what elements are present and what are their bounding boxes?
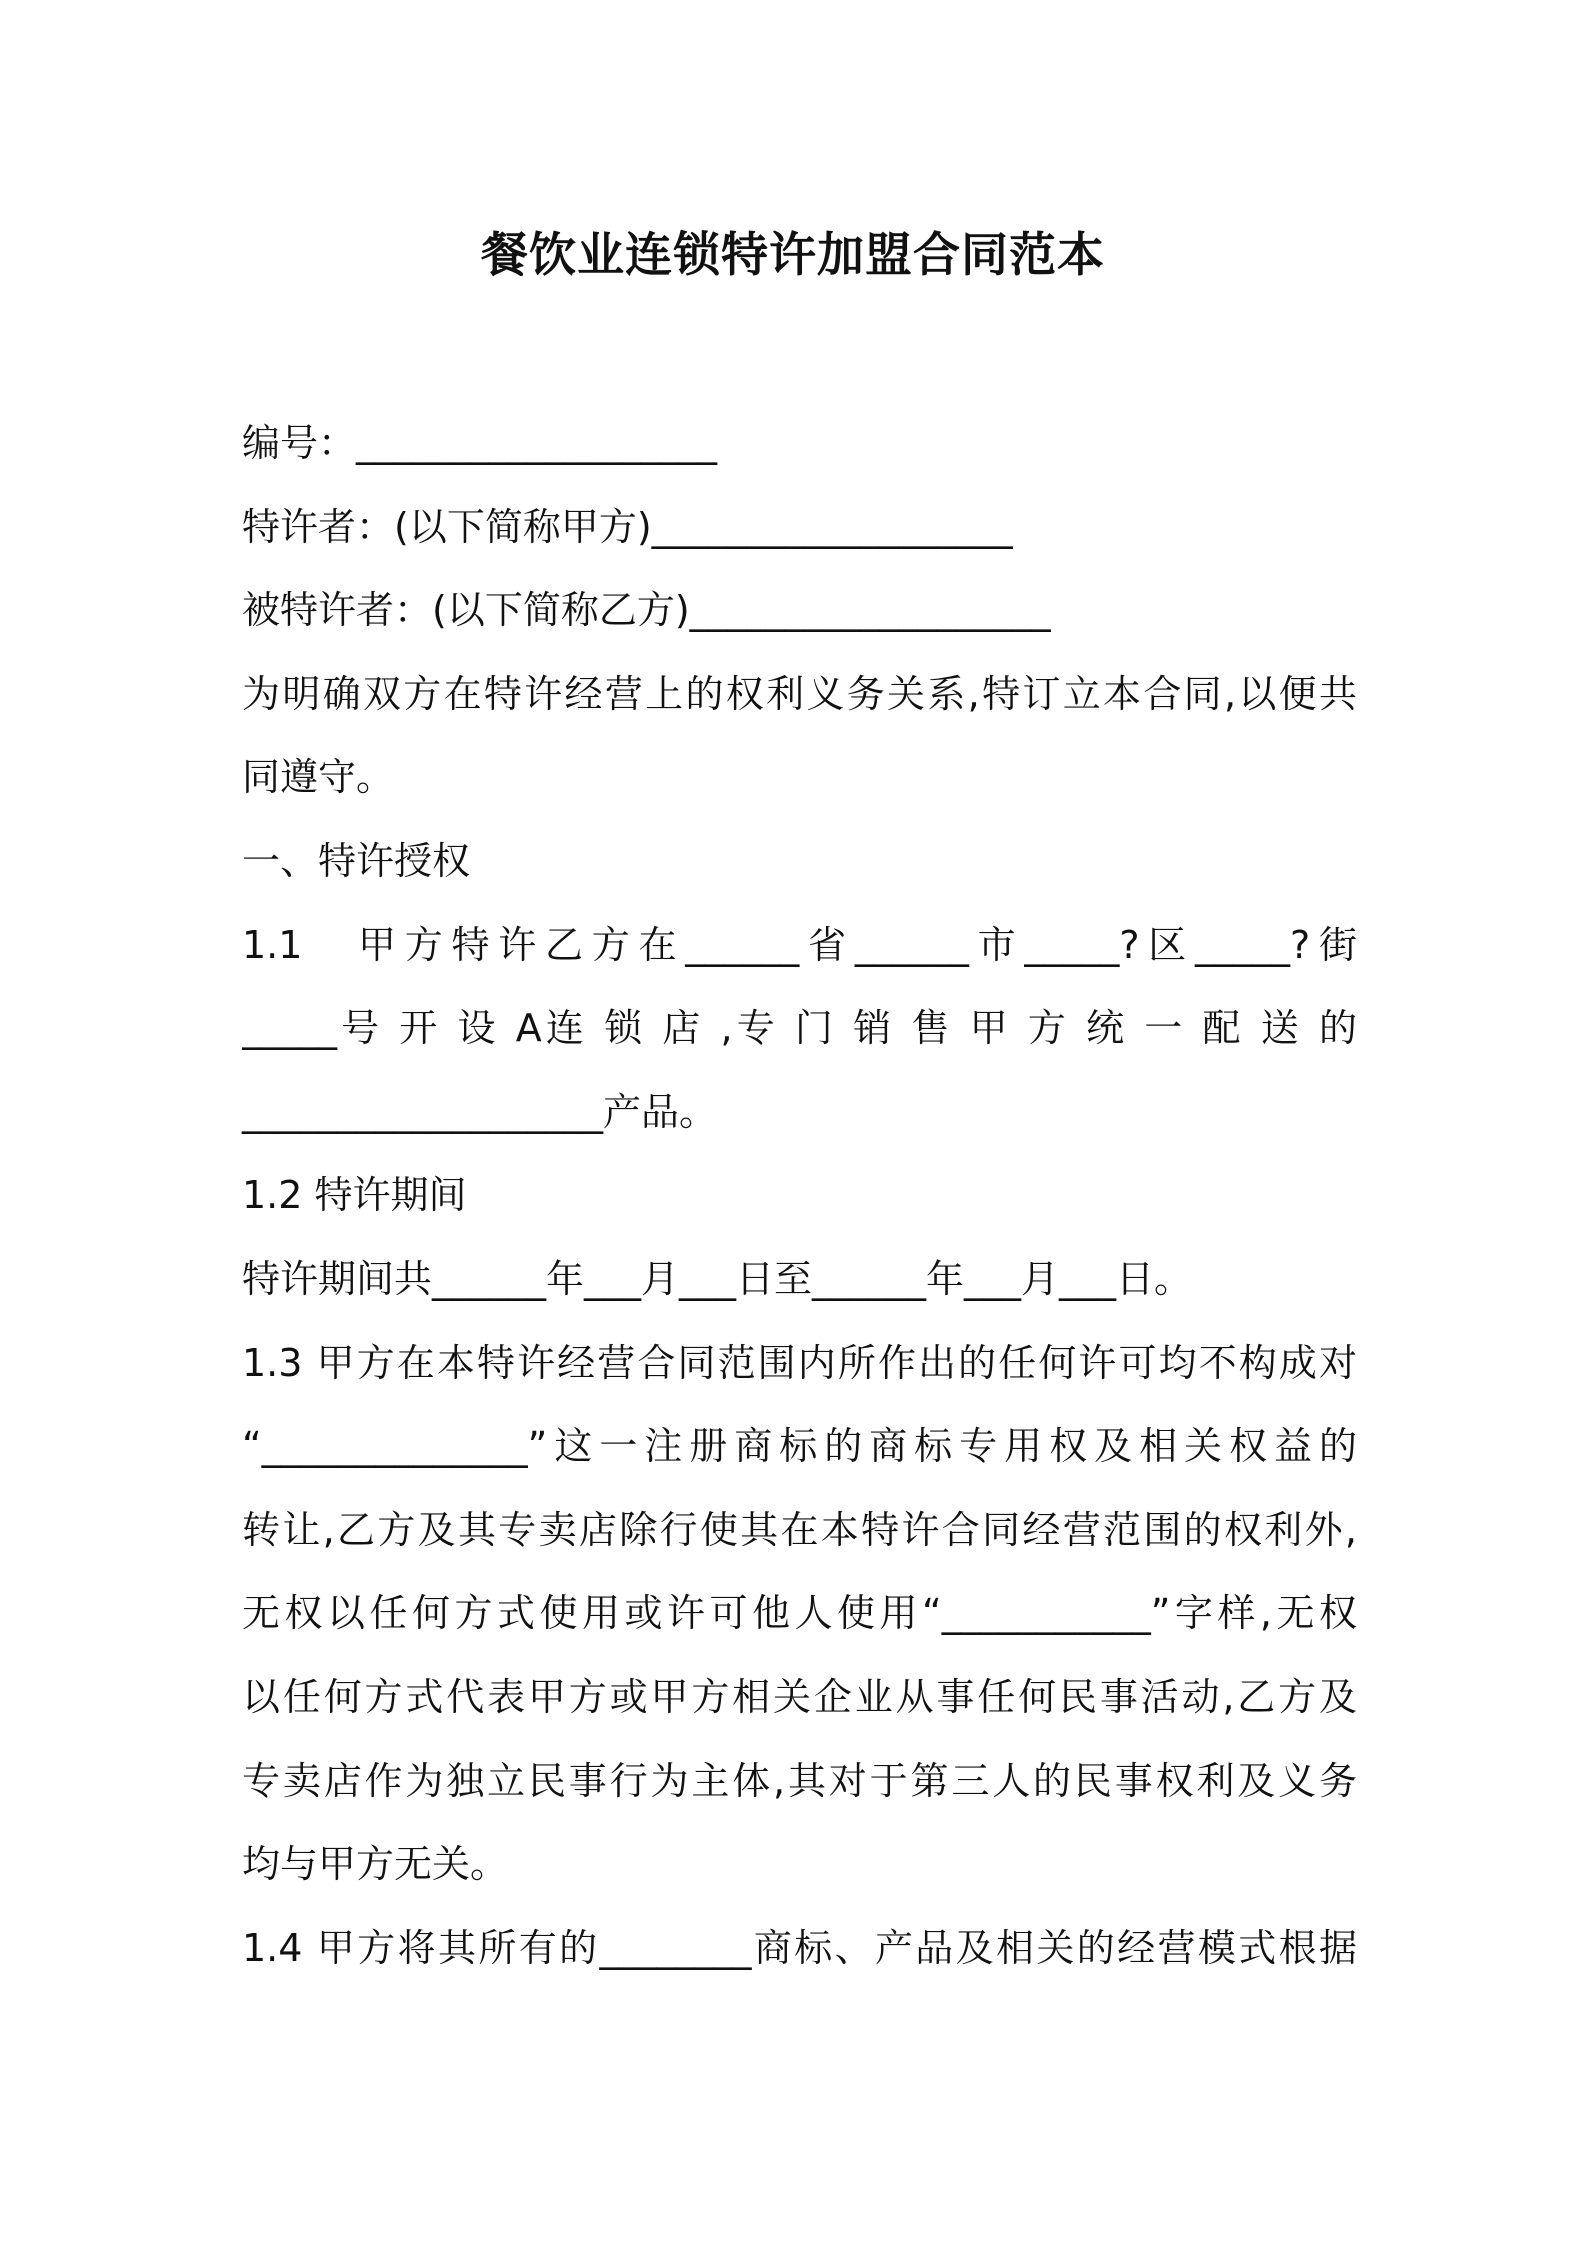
clause-1-1-line-1: 1.1 甲方特许乙方在______省______市_____?区_____?街: [242, 922, 1357, 967]
clause-1-1-line-3: ___________________产品。: [242, 1089, 718, 1134]
clause-1-2-line: 特许期间共______年___月___日至______年___月___日。: [242, 1256, 1193, 1301]
clause-1-3-line-2: “______________”这一注册商标的商标专用权及相关权益的: [242, 1424, 1357, 1469]
clause-1-4-line-1: 1.4 甲方将其所有的________商标、产品及相关的经营模式根据: [242, 1925, 1357, 1970]
clause-1-1-line-2: _____号 开 设 A连 锁 店 ,专 门 销 售 甲 方 统 一 配 送 的: [242, 1006, 1357, 1051]
clause-1-3-line-3: 转让,乙方及其专卖店除行使其在本特许合同经营范围的权利外,: [242, 1507, 1357, 1552]
page-title: 餐饮业连锁特许加盟合同范本: [481, 228, 1105, 283]
preamble-line-1: 为明确双方在特许经营上的权利义务关系,特订立本合同,以便共: [242, 671, 1357, 716]
clause-1-3-line-6: 专卖店作为独立民事行为主体,其对于第三人的民事权利及义务: [242, 1758, 1357, 1803]
clause-1-3-line-5: 以任何方式代表甲方或甲方相关企业从事任何民事活动,乙方及: [242, 1674, 1357, 1719]
clause-1-3-line-4: 无权以任何方式使用或许可他人使用“___________”字样,无权: [242, 1591, 1357, 1636]
clause-1-3-line-7: 均与甲方无关。: [242, 1842, 509, 1887]
clause-1-2-heading: 1.2 特许期间: [242, 1173, 467, 1218]
section-heading-1: 一、特许授权: [242, 838, 471, 883]
contract-number-line: 编号：___________________: [242, 421, 718, 465]
clause-1-3-line-1: 1.3 甲方在本特许经营合同范围内所作出的任何许可均不构成对: [242, 1340, 1357, 1385]
franchisee-line: 被特许者：(以下简称乙方)___________________: [242, 588, 1051, 633]
franchisor-line: 特许者：(以下简称甲方)___________________: [242, 504, 1013, 549]
contract-body: [242, 402, 1357, 1990]
preamble-line-2: 同遵守。: [242, 755, 395, 800]
